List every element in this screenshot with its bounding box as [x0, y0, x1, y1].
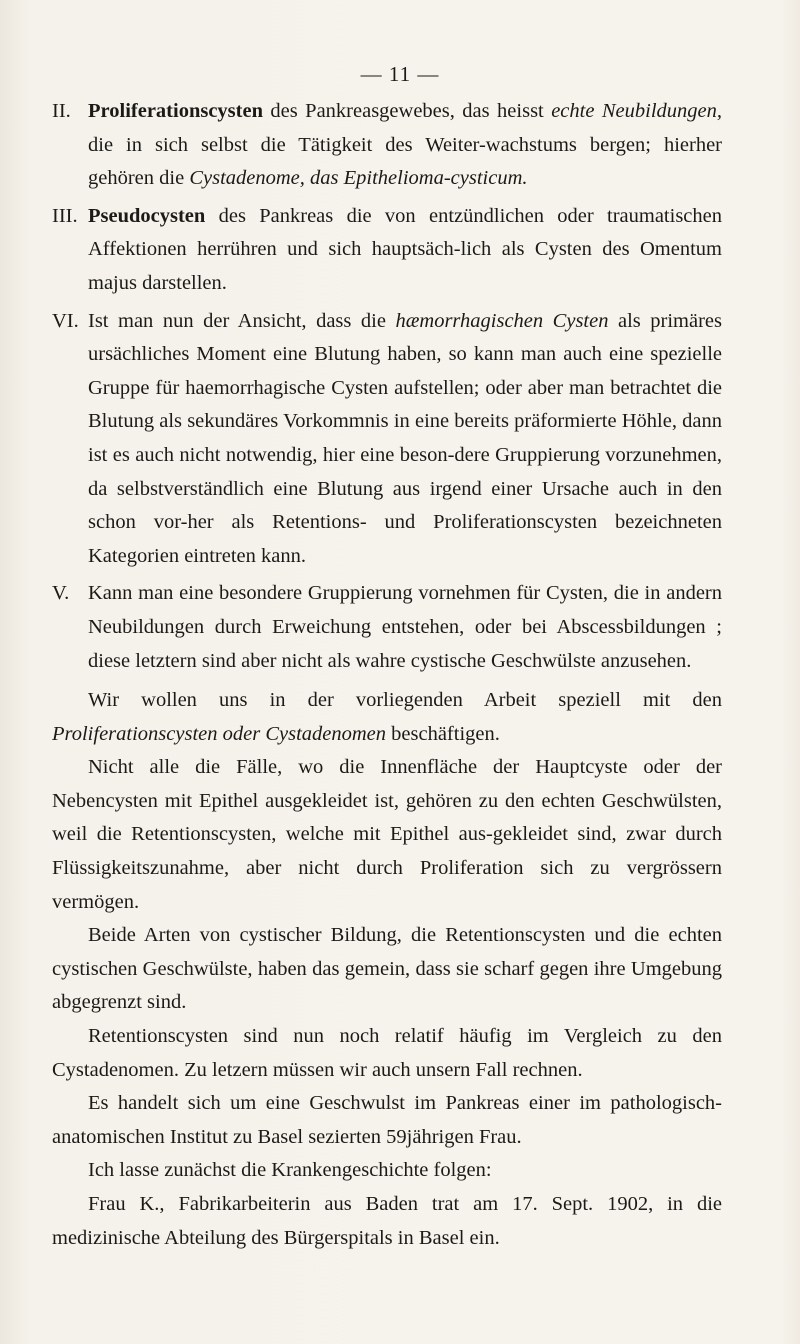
paragraph: Frau K., Fabrikarbeiterin aus Baden trat am 17. Sept. 1902, in die medizinische Abteilung des Bürgerspitals in Basel ein. — [52, 1193, 722, 1249]
text-body — [52, 95, 722, 1255]
paragraph: Retentionscysten sind nun noch relatif häufig im Vergleich zu den Cystadenomen. Zu letzern müssen wir auch unsern Fall rechnen. — [52, 1025, 722, 1081]
paragraph-italic: Proliferationscysten oder Cystadenomen — [52, 722, 387, 745]
paragraph: Nicht alle die Fälle, wo die Innenfläche der Hauptcyste oder der Nebencysten mit Epithel ausgekleidet ist, gehören zu den echten Geschwülsten, weil die Retentionscysten, welche mit Epithel aus-gekleidet sind, zwar durch Flüssigkeitszunahme, aber nicht durch Proliferation sich zu vergrössern vermögen. — [52, 756, 722, 913]
item-text-part: des Pankreasgewebes, das heisst — [262, 100, 552, 122]
item-text — [88, 200, 722, 301]
item-number: III. — [52, 204, 78, 227]
list-item — [52, 200, 722, 301]
item-number: V. — [52, 582, 70, 605]
item-text-part: die in sich selbst die Tätigkeit des Weiter-wachstums bergen; hierher gehören die — [88, 133, 722, 190]
list-item — [52, 305, 722, 574]
paragraph: Es handelt sich um eine Geschwulst im Pankreas einer im pathologisch-anatomischen Institut zu Basel sezierten 59jährigen Frau. — [52, 1092, 722, 1148]
item-number: II. — [52, 100, 71, 122]
item-text-part: Ist man nun der Ansicht, dass die — [88, 309, 396, 332]
item-italic: echte Neubildungen, — [551, 100, 722, 122]
paragraph — [52, 684, 722, 751]
item-italic: Cystadenome, das Epithelioma-cysticum. — [189, 167, 528, 190]
page-number: — 11 — — [360, 62, 440, 86]
list-item — [52, 95, 722, 196]
item-text-part: als primäres ursächliches Moment eine Blutung haben, so kann man auch eine spezielle Gruppe für haemorrhagische Cysten aufstellen; oder aber man betrachtet die Blutung als sekundäres Vorkommnis in eine bereits präformierte Höhle, dann ist es auch nicht notwendig, hier eine beson-dere Gruppierung vorzunehmen, da selbstverständlich eine Blutung aus irgend einer Ursache auch in den schon vor-her als Retentions- und Proliferationscysten bezeichneten Kategorien eintreten kann. — [88, 309, 722, 567]
paragraph-text: beschäftigen. — [386, 722, 500, 745]
item-heading: Pseudocysten — [88, 204, 206, 227]
paragraph: Beide Arten von cystischer Bildung, die Retentionscysten und die echten cystischen Geschwülste, haben das gemein, dass sie scharf gegen ihre Umgebung abgegrenzt sind. — [52, 924, 722, 1014]
item-text: Kann man eine besondere Gruppierung vornehmen für Cysten, die in andern Neubildungen durch Erweichung entstehen, oder bei Abscessbildungen ; diese letztern sind aber nicht als wahre cystische Geschwülste anzusehen. — [88, 582, 722, 672]
item-number: VI. — [52, 309, 79, 332]
item-text — [88, 95, 722, 196]
list-item — [52, 577, 722, 678]
paragraph: Ich lasse zunächst die Krankengeschichte folgen: — [88, 1159, 492, 1182]
item-text — [88, 305, 722, 574]
item-heading: Proliferationscysten — [88, 100, 263, 122]
item-italic: hæmorrhagischen Cysten — [395, 309, 609, 332]
item-text-part: des Pankreas die von entzündlichen oder traumatischen Affektionen herrühren und sich hauptsäch-lich als Cysten des Omentum majus darstellen. — [88, 204, 722, 294]
paragraph-text: Wir wollen uns in der vorliegenden Arbeit speziell mit den — [88, 689, 722, 712]
